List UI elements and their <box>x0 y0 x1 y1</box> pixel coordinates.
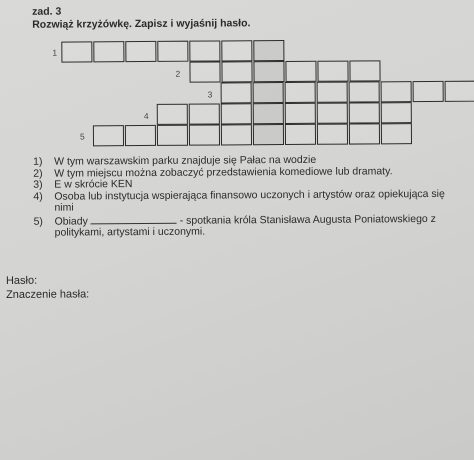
clue-item <box>31 211 474 239</box>
crossword-cell-row-4[interactable] <box>381 102 412 123</box>
clue-number: 2) <box>33 167 43 180</box>
crossword-cell-row-4[interactable] <box>317 103 348 124</box>
crossword-cell-row-5[interactable] <box>189 124 220 145</box>
crossword-cell-row-3[interactable] <box>317 82 348 103</box>
task-instruction: Rozwiąż krzyżówkę. Zapisz i wyjaśnij hasło. <box>32 17 251 31</box>
crossword-cell-row-1[interactable] <box>221 40 252 61</box>
crossword-cell-row-5[interactable] <box>285 124 316 145</box>
crossword-cell-row-1[interactable] <box>93 41 124 62</box>
crossword-cell-row-1[interactable] <box>61 41 92 62</box>
password-label: Hasło: <box>5 274 38 287</box>
crossword-cell-row-1[interactable] <box>189 40 220 61</box>
clue-number: 5) <box>33 215 43 228</box>
crossword-cell-row-3[interactable] <box>381 81 412 102</box>
clue-list <box>31 154 474 240</box>
crossword-cell-row-1[interactable] <box>253 40 284 61</box>
clue-number: 3) <box>33 178 43 191</box>
crossword-cell-row-2[interactable] <box>189 61 220 82</box>
crossword-cell-row-2[interactable] <box>349 60 380 81</box>
crossword-cell-row-3[interactable] <box>221 82 252 103</box>
crossword-cell-row-3[interactable] <box>285 82 316 103</box>
row-number-5: 5 <box>79 131 85 142</box>
clue-number: 1) <box>33 155 43 168</box>
clue-item <box>31 188 474 214</box>
crossword-cell-row-3[interactable] <box>445 81 474 102</box>
clue-text-before: Obiady <box>54 214 88 228</box>
crossword-cell-row-5[interactable] <box>93 125 124 146</box>
crossword-cell-row-2[interactable] <box>317 61 348 82</box>
password-meaning-label: Znaczenie hasła: <box>6 288 90 301</box>
crossword-cell-row-1[interactable] <box>157 41 188 62</box>
clue-continuation: politykami, artystami i uczonymi. <box>54 225 206 239</box>
clue-text: E w skrócie KEN <box>54 178 133 191</box>
crossword-cell-row-4[interactable] <box>285 103 316 124</box>
crossword-grid <box>0 0 474 160</box>
row-number-1: 1 <box>52 47 58 58</box>
clue-number: 4) <box>33 190 43 203</box>
crossword-cell-row-2[interactable] <box>285 61 316 82</box>
crossword-cell-row-4[interactable] <box>189 103 220 124</box>
crossword-cell-row-5[interactable] <box>157 125 188 146</box>
clue-text: W tym warszawskim parku znajduje się Pałac na wodzie <box>54 153 317 168</box>
crossword-cell-row-5[interactable] <box>125 125 156 146</box>
clue-text: W tym miejscu można zobaczyć przedstawienia komediowe lub dramaty. <box>54 164 393 180</box>
row-number-2: 2 <box>175 68 181 79</box>
row-number-4: 4 <box>143 110 149 121</box>
crossword-cell-row-4[interactable] <box>253 103 284 124</box>
crossword-cell-row-2[interactable] <box>253 61 284 82</box>
crossword-cell-row-4[interactable] <box>221 103 252 124</box>
row-number-3: 3 <box>207 89 213 100</box>
crossword-cell-row-2[interactable] <box>221 61 252 82</box>
crossword-cell-row-5[interactable] <box>381 123 412 144</box>
crossword-cell-row-5[interactable] <box>349 123 380 144</box>
clue-text: Osoba lub instytucja wspierająca finansowo uczonych i artystów oraz opiekująca się <box>54 187 445 203</box>
clue-continuation: nimi <box>54 201 74 214</box>
crossword-cell-row-5[interactable] <box>253 124 284 145</box>
crossword-cell-row-5[interactable] <box>317 124 348 145</box>
crossword-cell-row-4[interactable] <box>349 102 380 123</box>
crossword-cell-row-3[interactable] <box>349 81 380 102</box>
answer-blank[interactable] <box>91 213 177 224</box>
crossword-cell-row-3[interactable] <box>413 81 444 102</box>
clue-text-after: - spotkania króla Stanisława Augusta Poniatowskiego z <box>179 212 436 227</box>
crossword-cell-row-3[interactable] <box>253 82 284 103</box>
crossword-cell-row-4[interactable] <box>157 104 188 125</box>
crossword-cell-row-5[interactable] <box>221 124 252 145</box>
crossword-cell-row-1[interactable] <box>125 41 156 62</box>
task-number: zad. 3 <box>32 5 62 18</box>
